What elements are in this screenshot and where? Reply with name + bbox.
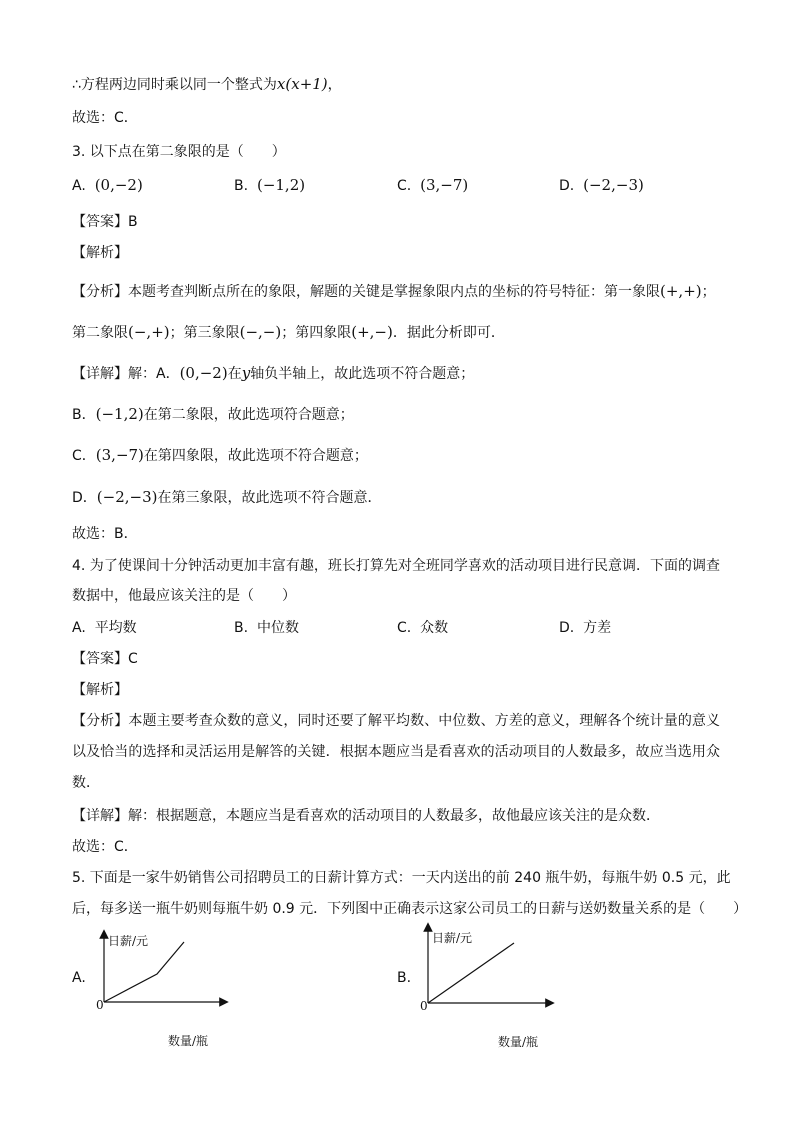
- q4-option-b: B. 中位数: [234, 620, 299, 636]
- question-4: 4. 为了使课间十分钟活动更加丰富有趣，班长打算先对全班同学喜欢的活动项目进行民意调．下面的调查: [72, 558, 720, 574]
- text-line: 第二象限(−,+)；第三象限(−,−)；第四象限(+,−)．据此分析即可．: [72, 323, 505, 341]
- graph-b-label: B.: [397, 970, 412, 986]
- q3-option-c: C. (3,−7): [397, 176, 469, 194]
- x-axis-label: 数量/瓶: [498, 1035, 539, 1049]
- x-axis-label: 数量/瓶: [168, 1034, 209, 1048]
- y-axis-label: 日薪/元: [432, 931, 473, 945]
- q3-option-d: D. (−2,−3): [559, 176, 644, 194]
- graph-b-line: [428, 943, 514, 1003]
- q4-option-c: C. 众数: [397, 620, 449, 636]
- graph-a-line: [104, 942, 184, 1002]
- text-line: ∴方程两边同时乘以同一个整式为x(x+1)，: [72, 75, 342, 93]
- q3-option-b: B. (−1,2): [234, 176, 306, 194]
- text-line: B．(−1,2)在第二象限，故此选项符合题意；: [72, 405, 354, 423]
- text-line: C．(3,−7)在第四象限，故此选项不符合题意；: [72, 446, 368, 464]
- text-line: 以及恰当的选择和灵活运用是解答的关键．根据本题应当是看喜欢的活动项目的人数最多，故应当选用众: [72, 744, 720, 760]
- q4-option-d: D. 方差: [559, 620, 612, 636]
- origin-label: 0: [96, 998, 104, 1012]
- text-line: 后，每多送一瓶牛奶则每瓶牛奶 0.9 元．下列图中正确表示这家公司员工的日薪与送奶数量关系的是（ ）: [72, 901, 748, 917]
- q3-option-a: A. (0,−2): [72, 176, 143, 194]
- text-line: 【详解】解：A．(0,−2)在y轴负半轴上，故此选项不符合题意；: [72, 364, 475, 382]
- text-line: 故选：B．: [72, 526, 138, 542]
- answer-label: 【答案】B: [72, 214, 138, 230]
- text-line: 故选：C．: [72, 839, 138, 855]
- graph-b: [418, 921, 568, 1051]
- question-3: 3. 以下点在第二象限的是（ ）: [72, 144, 286, 160]
- question-5: 5. 下面是一家牛奶销售公司招聘员工的日薪计算方式：一天内送出的前 240 瓶牛奶，每瓶牛奶 0.5 元，此: [72, 870, 731, 886]
- text-line: 数．: [72, 775, 100, 791]
- text-line: D．(−2,−3)在第三象限，故此选项不符合题意．: [72, 488, 382, 506]
- origin-label: 0: [420, 999, 428, 1013]
- graph-a: [94, 928, 244, 1048]
- analysis-label: 【解析】: [72, 682, 128, 698]
- text-line: 【详解】解：根据题意，本题应当是看喜欢的活动项目的人数最多，故他最应该关注的是众数．: [72, 808, 660, 824]
- q4-option-a: A. 平均数: [72, 620, 137, 636]
- math-expr: x(x+1): [276, 75, 328, 93]
- analysis-label: 【解析】: [72, 245, 128, 261]
- graph-a-label: A.: [72, 970, 86, 986]
- y-axis-label: 日薪/元: [108, 934, 149, 948]
- text-line: 故选：C．: [72, 110, 138, 126]
- text-line: 数据中，他最应该关注的是（ ）: [72, 588, 296, 604]
- text-line: 【分析】本题考查判断点所在的象限，解题的关键是掌握象限内点的坐标的符号特征：第一象限(+,+)；: [72, 282, 716, 300]
- answer-label: 【答案】C: [72, 651, 138, 667]
- text-line: 【分析】本题主要考查众数的意义，同时还要了解平均数、中位数、方差的意义，理解各个统计量的意义: [72, 713, 720, 729]
